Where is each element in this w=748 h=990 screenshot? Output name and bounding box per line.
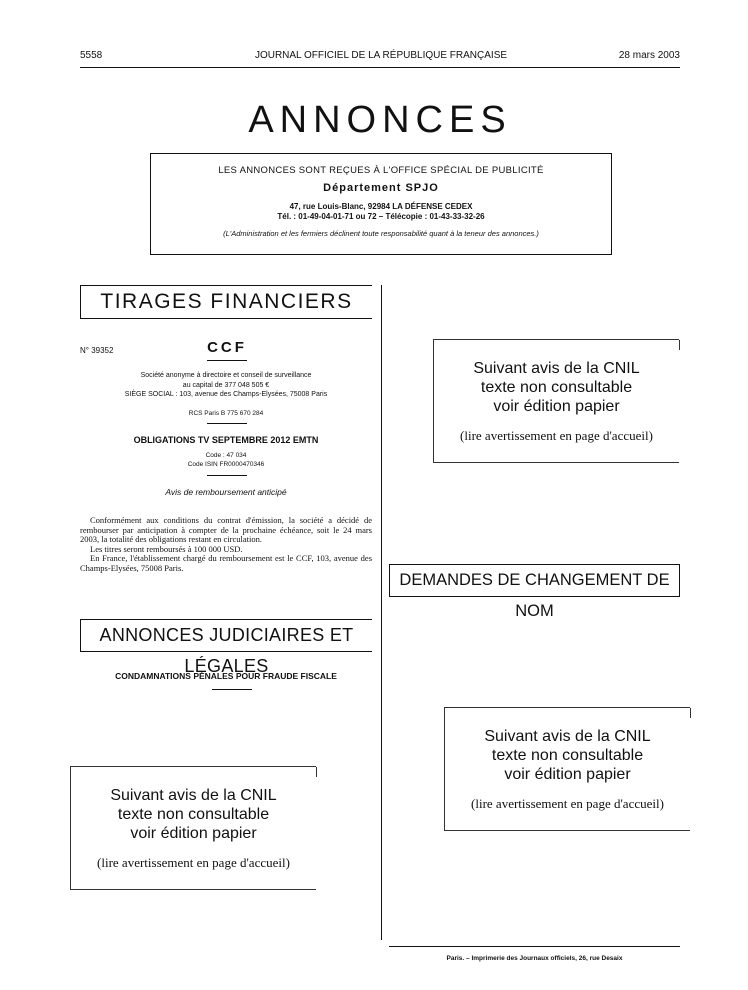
code-line: Code : 47 034 xyxy=(205,452,247,459)
separator xyxy=(207,360,247,361)
company-capital: au capital de 377 048 505 € xyxy=(182,381,270,389)
page-title: ANNONCES xyxy=(248,99,512,141)
header-rule xyxy=(80,67,680,68)
column-divider xyxy=(381,285,382,940)
separator xyxy=(207,475,247,476)
paragraph: En France, l'établissement chargé du remboursement est le CCF, 103, avenue des Champs-Elysées, 75008 Paris. xyxy=(80,553,372,573)
issue-date: 28 mars 2003 xyxy=(618,50,680,61)
cnil-line: Suivant avis de la CNIL xyxy=(110,787,277,804)
footer-rule xyxy=(389,946,680,947)
obligations-title: OBLIGATIONS TV SEPTEMBRE 2012 EMTN xyxy=(133,435,319,445)
notice-address: 47, rue Louis-Blanc, 92984 LA DÉFENSE CEDEX xyxy=(289,202,473,211)
notice-line: LES ANNONCES SONT REÇUES À L'OFFICE SPÉCIAL DE PUBLICITÉ xyxy=(218,165,544,176)
announcement-number: N° 39352 xyxy=(80,346,114,355)
cnil-line: texte non consultable xyxy=(491,747,644,764)
company-siege: SIÈGE SOCIAL : 103, avenue des Champs-Elysées, 75008 Paris xyxy=(124,391,328,398)
codes xyxy=(80,452,372,469)
separator xyxy=(212,689,252,690)
cnil-placeholder xyxy=(444,707,690,831)
cnil-line: Suivant avis de la CNIL xyxy=(484,728,651,745)
section-rule xyxy=(80,651,372,652)
cnil-placeholder xyxy=(70,766,316,890)
section-rule xyxy=(80,318,372,319)
notice-disclaimer: (L'Administration et les fermiers déclinent toute responsabilité quant à la teneur des annonces.) xyxy=(223,229,539,238)
subsection-title: CONDAMNATIONS PÉNALES POUR FRAUDE FISCALE xyxy=(115,671,337,681)
isin-line: Code ISIN FR0000470346 xyxy=(187,460,265,468)
section-title-tirages: TIRAGES FINANCIERS xyxy=(80,285,372,319)
cnil-line: Suivant avis de la CNIL xyxy=(473,360,640,377)
cnil-note: (lire avertissement en page d'accueil) xyxy=(471,796,664,811)
page-number: 5558 xyxy=(80,50,103,61)
cnil-line: voir édition papier xyxy=(504,766,631,783)
department-name: Département SPJO xyxy=(323,182,439,194)
section-title-judiciaires: ANNONCES JUDICIAIRES ET LÉGALES xyxy=(80,619,372,652)
cnil-line: texte non consultable xyxy=(117,806,270,823)
notice-box xyxy=(150,153,612,255)
paragraph: Les titres seront remboursés à 100 000 USD. xyxy=(90,543,243,554)
journal-title: JOURNAL OFFICIEL DE LA RÉPUBLIQUE FRANÇAISE xyxy=(254,50,508,61)
paragraph: Conformément aux conditions du contrat d'émission, la société a décidé de rembourser par anticipation à compter de la prochaine échéance, soit le 24 mars 2003, la totalité des obligations restant en circulation. xyxy=(80,515,372,544)
cnil-note: (lire avertissement en page d'accueil) xyxy=(460,428,653,443)
company-name: CCF xyxy=(207,339,247,356)
box-corner xyxy=(316,767,317,777)
box-corner xyxy=(679,340,680,350)
company-desc-line: Société anonyme à directoire et conseil de surveillance xyxy=(140,372,312,379)
cnil-placeholder xyxy=(433,339,679,463)
company-rcs: RCS Paris B 775 670 284 xyxy=(188,410,264,417)
footer-imprint: Paris. – Imprimerie des Journaux officiels, 26, rue Desaix xyxy=(446,955,623,962)
avis-body xyxy=(80,516,372,573)
cnil-line: voir édition papier xyxy=(493,398,620,415)
separator xyxy=(207,423,247,424)
cnil-note: (lire avertissement en page d'accueil) xyxy=(97,855,290,870)
section-title-changement: DEMANDES DE CHANGEMENT DE NOM xyxy=(389,564,680,597)
company-desc xyxy=(80,371,372,400)
avis-title: Avis de remboursement anticipé xyxy=(165,487,287,497)
notice-phone: Tél. : 01-49-04-01-71 ou 72 – Télécopie : 01-43-33-32-26 xyxy=(277,212,485,221)
box-corner xyxy=(690,708,691,718)
cnil-line: texte non consultable xyxy=(480,379,633,396)
cnil-line: voir édition papier xyxy=(130,825,257,842)
